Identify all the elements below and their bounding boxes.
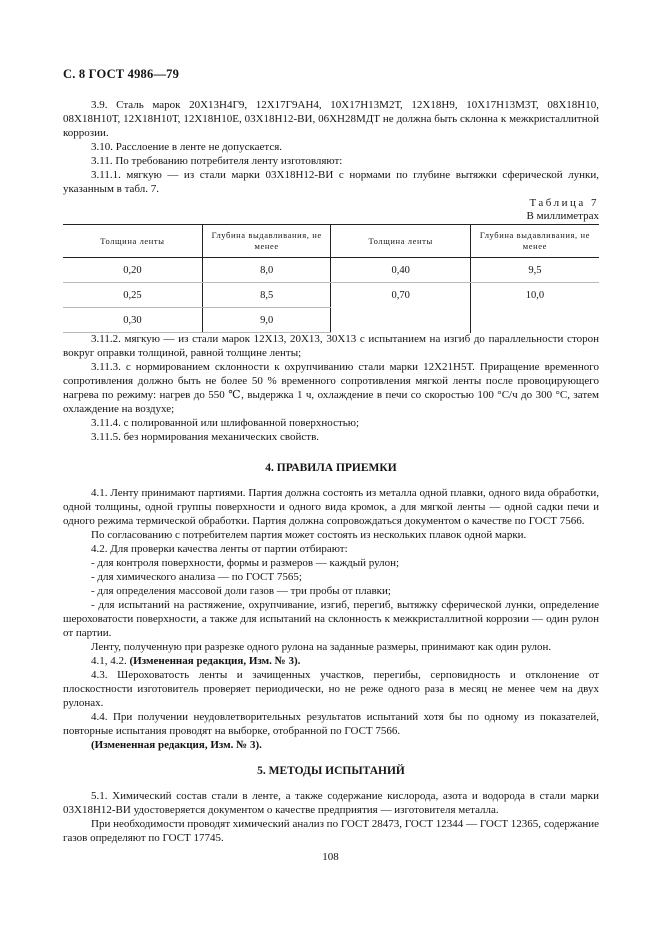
edit-note-4-1-4-2: [63, 654, 599, 668]
section-4-title: 4. ПРАВИЛА ПРИЕМКИ: [265, 462, 397, 474]
table-cell: 10,0: [525, 289, 545, 301]
section-3-continued: [63, 332, 599, 845]
table-cell: 0,25: [63, 283, 202, 308]
list-item: - для контроля поверхности, формы и размеров — каждый рулон;: [91, 557, 400, 569]
paragraph-4-2: 4.2. Для проверки качества ленты от партии отбирают:: [91, 543, 348, 555]
table-title: Таблица 7: [529, 197, 599, 209]
table-7: [63, 224, 599, 333]
table-cell: 9,0: [202, 308, 331, 333]
paragraph-4-2-b: Ленту, полученную при разрезке одного рулона на заданные размеры, принимают как один рулон.: [91, 641, 552, 653]
paragraph-4-4: 4.4. При получении неудовлетворительных результатов испытаний хотя бы по одному из показателей, повторные испытания проводят на выборке, отобранной по ГОСТ 7566.: [63, 711, 599, 737]
header-depth-2: Глубина выдавливания, не менее: [470, 225, 599, 258]
edit-note-4-4: (Измененная редакция, Изм. № 3).: [91, 739, 262, 751]
paragraph-3-9: 3.9. Сталь марок 20Х13Н4Г9, 12Х17Г9АН4, 10Х17Н13М2Т, 12Х18Н9, 10Х17Н13М3Т, 08Х18Н10, 08Х18Н10Т, 12Х18Н10Т, 12Х18Н10Е, 03Х18Н12-ВИ, 06ХН28МДТ не должна быть склонна к межкристаллитной коррозии.: [63, 99, 599, 139]
paragraph-4-1-b: По согласованию с потребителем партия может состоять из нескольких плавок одной марки.: [91, 529, 527, 541]
paragraph-3-11-1: 3.11.1. мягкую — из стали марки 03Х18Н12-ВИ с нормами по глубине вытяжки сферической лунки, указанным в табл. 7.: [63, 169, 599, 195]
table-cell: 0,70: [331, 283, 470, 308]
paragraph-3-11-3: 3.11.3. с нормированием склонности к охрупчиванию стали марки 12Х21Н5Т. Приращение временного сопротивления должно быть не более 50 % временного сопротивления мягкой ленты после провоцирующего нагрева по режиму: нагрев до 550 ℃, выдержка 1 ч, охлаждение в печи со скоростью 100 °С/ч до 300 °С, затем охлаждение на воздухе;: [63, 361, 599, 415]
paragraph-3-11-2: 3.11.2. мягкую — из стали марок 12Х13, 20Х13, 30Х13 с испытанием на изгиб до параллельности сторон вокруг оправки толщиной, равной толщине ленты;: [63, 333, 599, 359]
list-item: - для определения массовой доли газов — три пробы от плавки;: [91, 585, 391, 597]
header-thickness-1: Толщина ленты: [63, 225, 202, 258]
page-header: С. 8 ГОСТ 4986—79: [63, 67, 180, 81]
table-row: [63, 308, 599, 333]
edit-note-ref: 4.1, 4.2.: [91, 655, 127, 667]
table-cell: [331, 308, 470, 333]
paragraph-4-3: 4.3. Шероховатость ленты и зачищенных участков, перегибы, серповидность и отклонение от плоскостности изготовитель проверяет периодически, но не реже одного раза в месяц не менее чем на двух рулонах.: [63, 669, 599, 709]
table-cell: 8,0: [202, 258, 331, 283]
table-units: В миллиметрах: [526, 210, 599, 222]
section-3-paragraphs: [63, 98, 599, 196]
table-cell: 9,5: [470, 258, 599, 283]
section-5-title: 5. МЕТОДЫ ИСПЫТАНИЙ: [257, 765, 405, 777]
table-header-row: [63, 225, 599, 258]
paragraph-5-1-b: При необходимости проводят химический анализ по ГОСТ 28473, ГОСТ 12344 — ГОСТ 12365, содержание газов определяют по ГОСТ 17745.: [63, 818, 599, 844]
header-thickness-2: Толщина ленты: [331, 225, 470, 258]
table-row: [63, 258, 599, 283]
table-row: [63, 283, 599, 308]
paragraph-4-1: 4.1. Ленту принимают партиями. Партия должна состоять из металла одной плавки, одного вида обработки, одной толщины, одной группы поверхности и одного вида кромок, а для мягкой ленты — одной садки печи и одного режима термической обработки. Партия должна сопровождаться документом о качестве по ГОСТ 7566.: [63, 487, 599, 527]
table-caption: [527, 197, 599, 223]
list-item: - для химического анализа — по ГОСТ 7565;: [91, 571, 302, 583]
table-cell: [470, 308, 599, 333]
table-cell: 8,5: [202, 283, 331, 308]
table-cell: 0,20: [63, 258, 202, 283]
paragraph-3-11-5: 3.11.5. без нормирования механических свойств.: [91, 431, 320, 443]
header-depth-1: Глубина выдавливания, не менее: [202, 225, 331, 258]
paragraph-3-11-4: 3.11.4. с полированной или шлифованной поверхностью;: [91, 417, 360, 429]
paragraph-3-11: 3.11. По требованию потребителя ленту изготовляют:: [91, 155, 343, 167]
table-cell: 0,40: [331, 258, 470, 283]
table-cell: 0,30: [63, 308, 202, 333]
paragraph-3-10: 3.10. Расслоение в ленте не допускается.: [91, 141, 283, 153]
page-number: 108: [322, 851, 339, 863]
list-item: - для испытаний на растяжение, охрупчивание, изгиб, перегиб, вытяжку сферической лунки, определение шероховатости поверхности, а также для испытаний на склонность к межкристаллитной коррозии — один рулон от партии.: [63, 599, 599, 639]
paragraph-5-1: 5.1. Химический состав стали в ленте, а также содержание кислорода, азота и водорода в стали марки 03Х18Н12-ВИ удостоверяется документом о качестве предприятия — изготовителя металла.: [63, 790, 599, 816]
edit-note-text: (Измененная редакция, Изм. № 3).: [129, 655, 301, 667]
